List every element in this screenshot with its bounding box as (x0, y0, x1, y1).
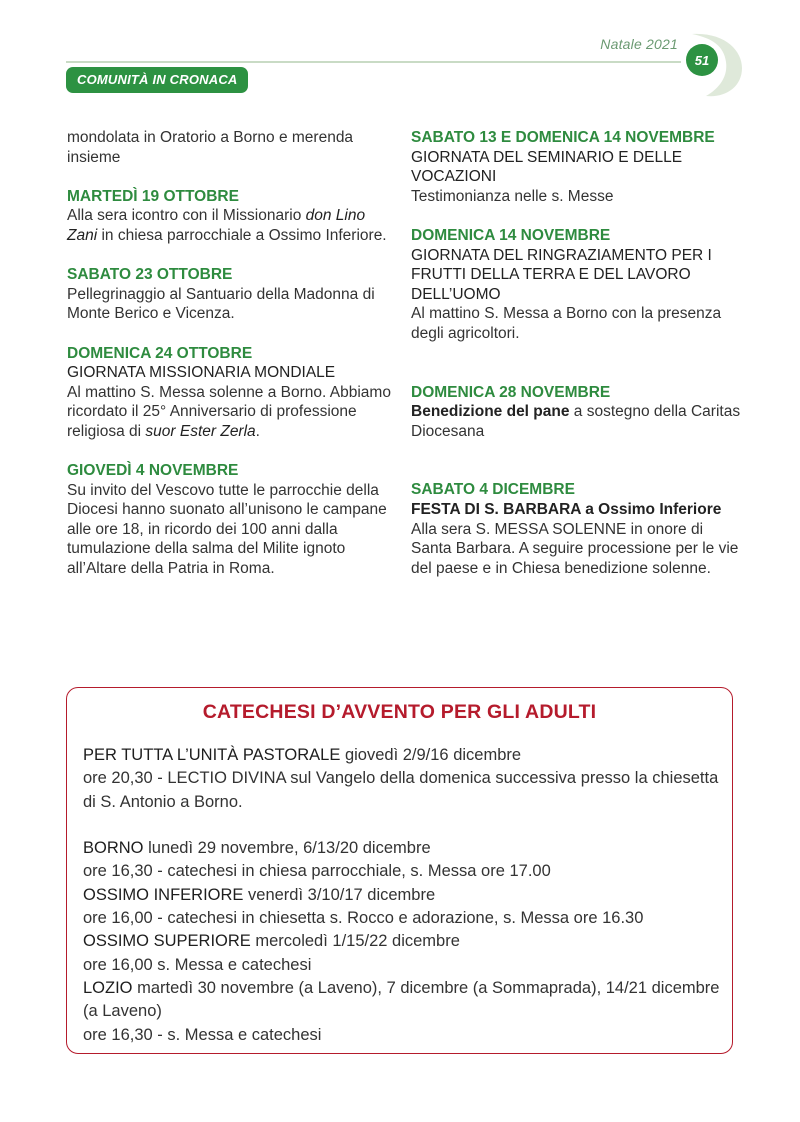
entry-subtitle: GIORNATA MISSIONARIA MONDIALE (67, 364, 336, 382)
schedule-detail: ore 20,30 - LECTIO DIVINA sul Vangelo della domenica successiva presso la chiesetta di S. Antonio a Borno. (83, 769, 719, 811)
schedule-line: LOZIO martedì 30 novembre (a Laveno), 7 dicembre (a Sommaprada), 14/21 dicembre (a Laveno) (83, 978, 720, 1021)
schedule-detail: ore 16,00 - catechesi in chiesetta s. Rocco e adorazione, s. Messa ore 16.30 (83, 909, 644, 928)
entry-text: Su invito del Vescovo tutte le parrocchie della Diocesi hanno suonato all’unisono le campane alle ore 18, in ricordo dei 100 anni dalla tumulazione della salma del Milite ignoto all’Altare della Patria in Roma. (67, 481, 387, 578)
entry-text: Pellegrinaggio al Santuario della Madonna di Monte Berico e Vicenza. (67, 285, 375, 323)
entry-heading: MARTEDÌ 19 OTTOBRE (67, 187, 239, 205)
left-column (67, 128, 392, 579)
entry-heading: DOMENICA 24 OTTOBRE (67, 344, 253, 362)
right-column (411, 128, 741, 578)
entry-heading: SABATO 13 E DOMENICA 14 NOVEMBRE (411, 129, 715, 146)
entry-heading: SABATO 4 DICEMBRE (411, 481, 575, 499)
box-body (83, 744, 723, 1047)
entry-subtitle: FESTA DI S. BARBARA a Ossimo Inferiore (411, 500, 722, 518)
section-tab: COMUNITÀ IN CRONACA (66, 67, 248, 93)
entry-text: Testimonianza nelle s. Messe (411, 187, 614, 205)
schedule-detail: ore 16,00 s. Messa e catechesi (83, 955, 312, 974)
schedule-line: OSSIMO SUPERIORE mercoledì 1/15/22 dicembre (83, 932, 460, 951)
intro-text: mondolata in Oratorio a Borno e merenda insieme (67, 129, 354, 166)
entry-heading: SABATO 23 OTTOBRE (67, 266, 233, 284)
page-number: 51 (694, 53, 710, 68)
schedule-line: OSSIMO INFERIORE venerdì 3/10/17 dicembre (83, 885, 436, 904)
schedule-detail: ore 16,30 - s. Messa e catechesi (83, 1025, 322, 1044)
issue-label: Natale 2021 (600, 36, 678, 52)
entry-text: Alla sera icontro con il Missionario don Lino Zani in chiesa parrocchiale a Ossimo Inferiore. (67, 207, 387, 244)
entry-text: Benedizione del pane a sostegno della Caritas Diocesana (411, 403, 741, 440)
entry-heading: GIOVEDÌ 4 NOVEMBRE (67, 462, 239, 480)
entry-subtitle: GIORNATA DEL RINGRAZIAMENTO PER I FRUTTI DELLA TERRA E DEL LAVORO DELL’UOMO (411, 246, 712, 303)
entry-text: Al mattino S. Messa a Borno con la presenza degli agricoltori. (411, 305, 722, 342)
schedule-detail: ore 16,30 - catechesi in chiesa parrocchiale, s. Messa ore 17.00 (83, 862, 551, 881)
entry-text: Alla sera S. MESSA SOLENNE in onore di Santa Barbara. A seguire processione per le vie del paese e in Chiesa benedizione solenne. (411, 520, 739, 577)
box-title: CATECHESI D’AVVENTO PER GLI ADULTI (202, 701, 597, 723)
entry-subtitle: GIORNATA DEL SEMINARIO E DELLE VOCAZIONI (411, 148, 683, 186)
page-number-badge (676, 30, 746, 100)
schedule-line: PER TUTTA L’UNITÀ PASTORALE giovedì 2/9/16 dicembre (83, 746, 522, 764)
schedule-line: BORNO lunedì 29 novembre, 6/13/20 dicembre (83, 839, 431, 858)
entry-text: Al mattino S. Messa solenne a Borno. Abbiamo ricordato il 25° Anniversario di professione religiosa di suor Ester Zerla. (67, 383, 391, 440)
header-rule (66, 61, 681, 63)
catechesis-box (66, 687, 733, 1054)
entry-heading: DOMENICA 14 NOVEMBRE (411, 226, 611, 244)
entry-heading: DOMENICA 28 NOVEMBRE (411, 383, 611, 401)
